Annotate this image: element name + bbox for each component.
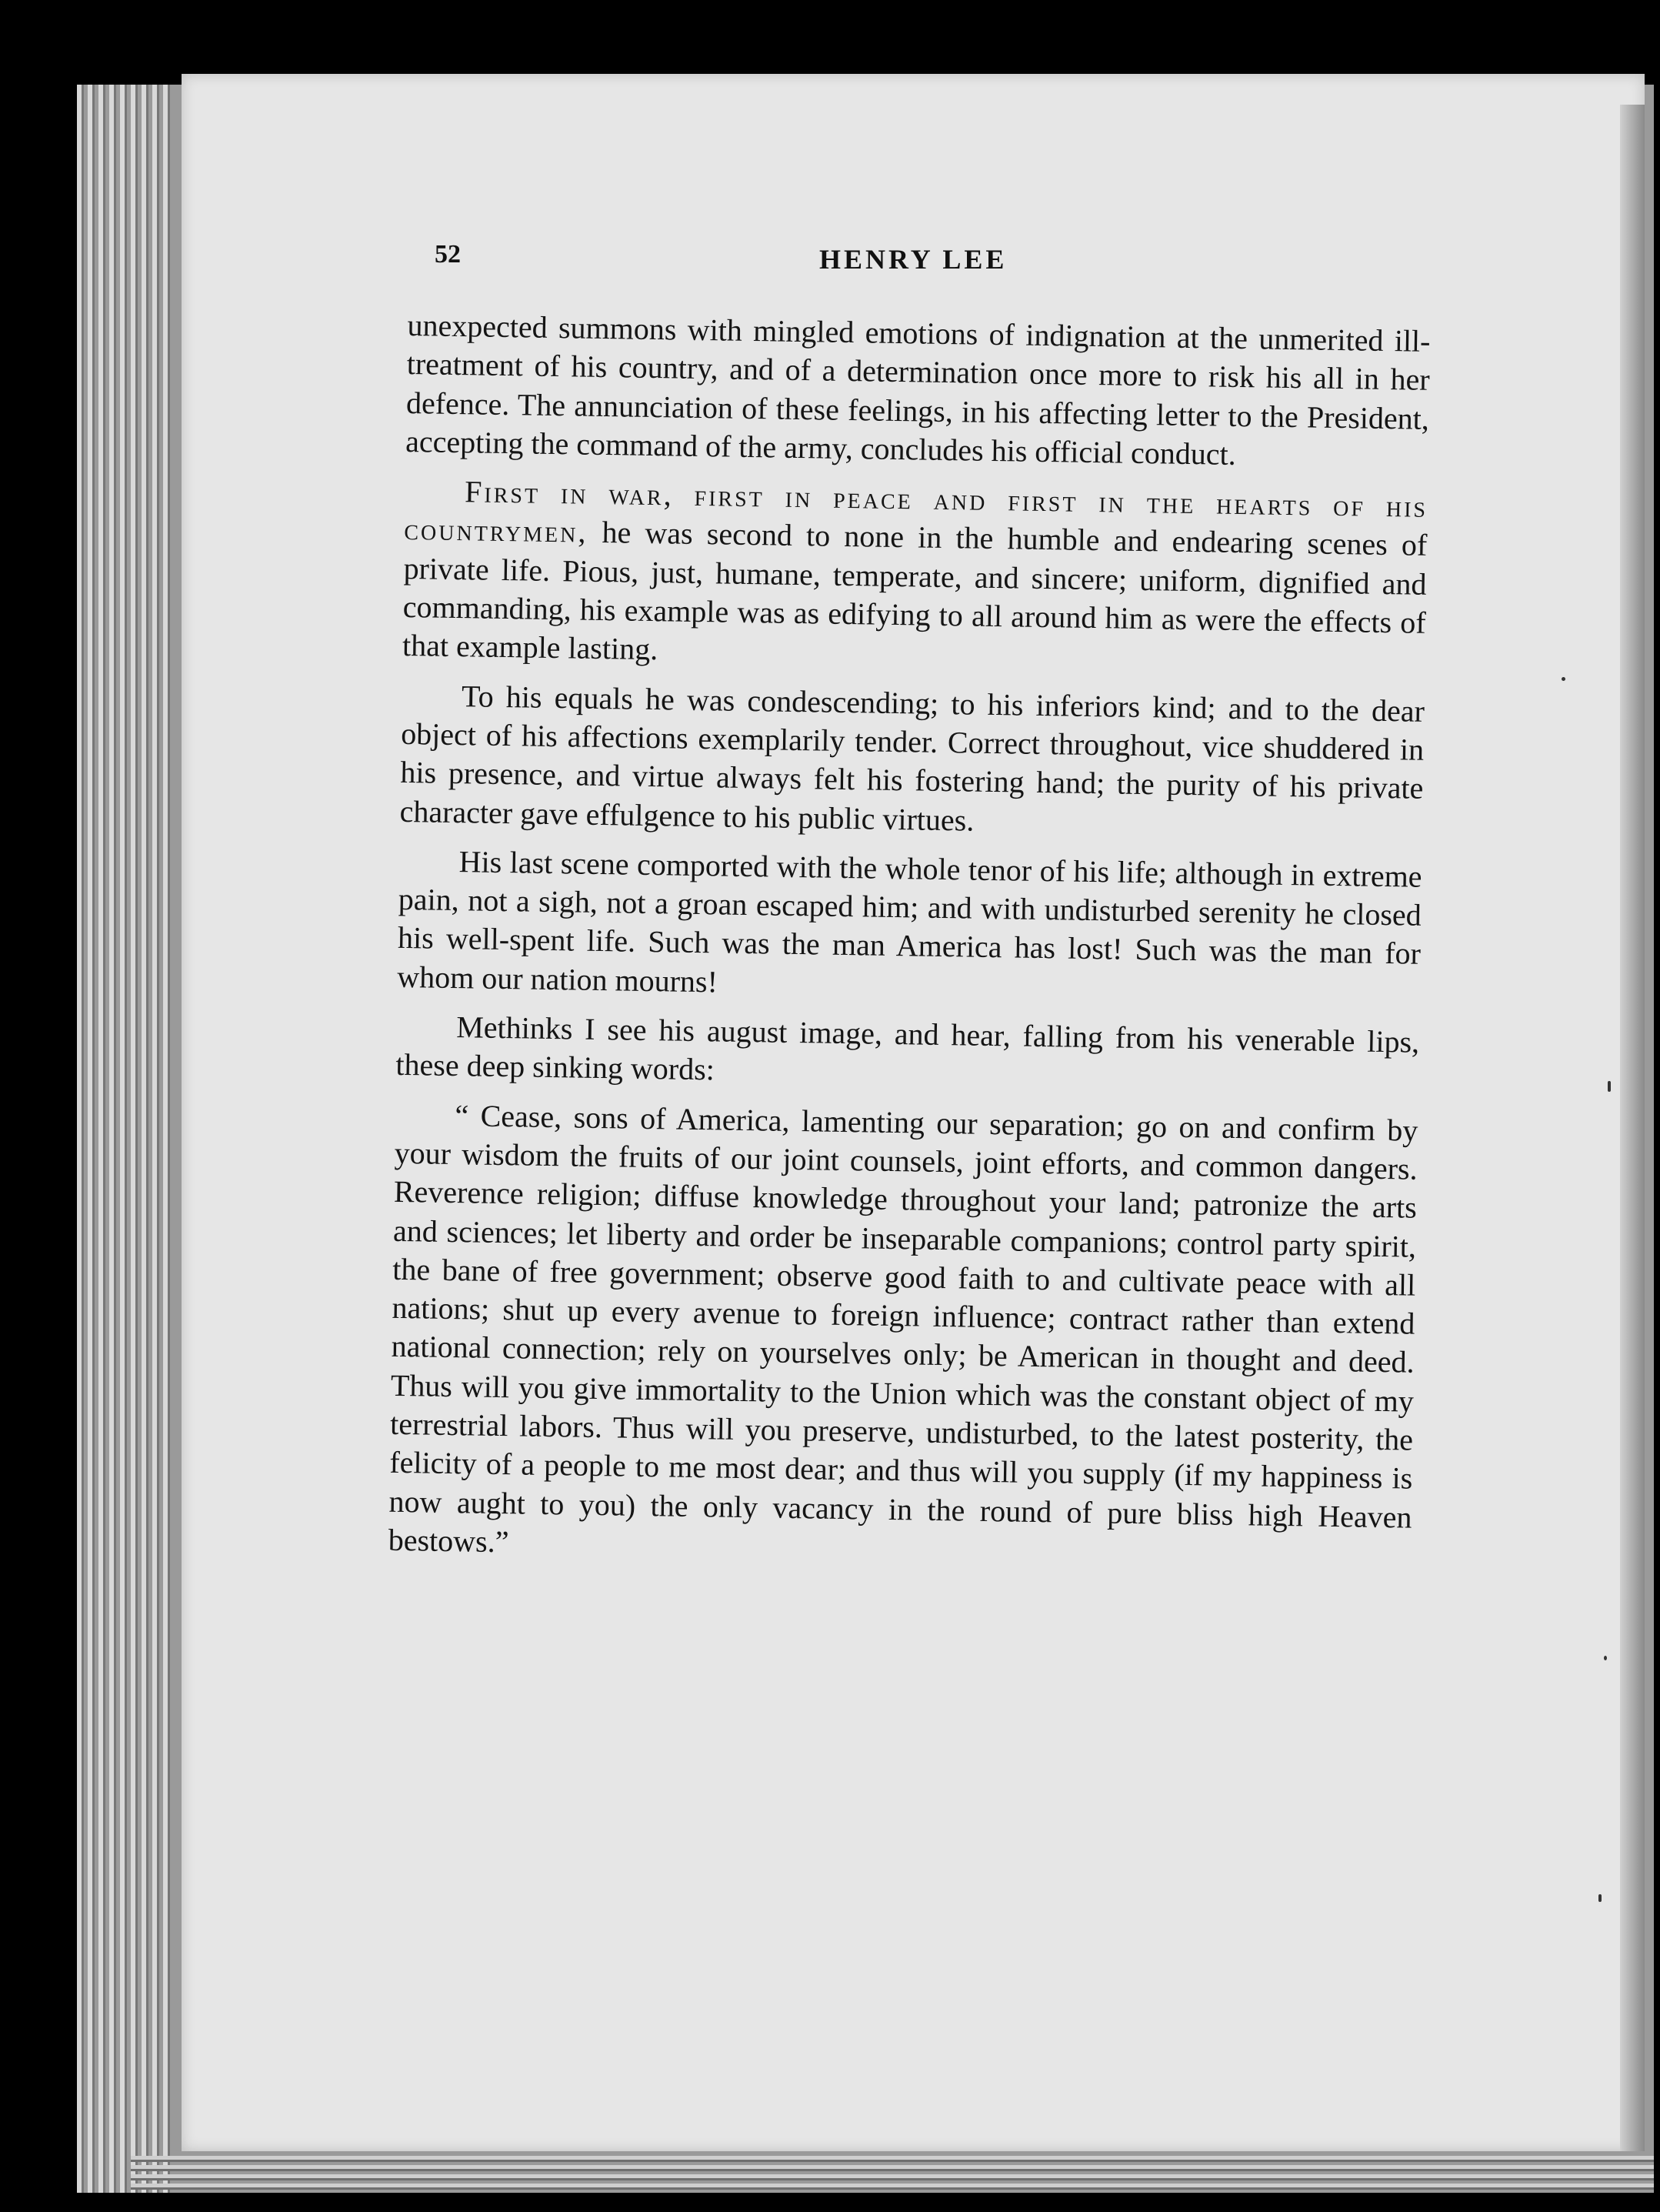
- page-edge: [109, 85, 116, 2193]
- paragraph: [402, 472, 1428, 681]
- scan-speck: [1608, 1081, 1611, 1092]
- page-edge-bottom: [131, 2156, 1654, 2162]
- quotation-paragraph: [388, 1096, 1418, 1576]
- page-edge: [88, 85, 95, 2193]
- page-edge: [152, 85, 159, 2193]
- body-text: [388, 306, 1431, 1586]
- page-number: 52: [435, 240, 461, 269]
- paragraph: [397, 842, 1422, 1013]
- scan-speck: [1562, 677, 1565, 681]
- paragraph-text: Methinks I see his august image, and hear, falling from his venerable lips, these deep sinking words:: [395, 1009, 1420, 1087]
- page-edge: [98, 85, 105, 2193]
- scan-speck: [1598, 1894, 1602, 1902]
- scan-speck: [1604, 1656, 1607, 1660]
- page-header: [435, 240, 1481, 286]
- running-head: HENRY LEE: [819, 244, 1008, 275]
- page-edge: [142, 85, 148, 2193]
- page-edge-bottom: [131, 2174, 1654, 2180]
- paragraph: [395, 1007, 1419, 1100]
- paragraph-text: His last scene comported with the whole tenor of his life; although in extreme pain, not a sigh, not a groan escaped him; and with undisturbed serenity he closed his well-spent life. Such was the man America has lost! Such was the man for whom our nation mourns!: [396, 843, 1422, 999]
- paragraph: [399, 676, 1425, 847]
- paragraph-text: To his equals he was condescending; to his inferiors kind; and to the dear object of his affections exemplarily tender. Correct throughout, vice shuddered in his presence, and virtue always felt his fostering hand; the purity of his private character gave effulgence to his public virtues.: [399, 678, 1425, 838]
- page-edge: [77, 85, 84, 2193]
- paragraph-text: unexpected summons with mingled emotions of indignation at the unmerited ill-treatment of his country, and of a determination once more to risk his all in her defence. The annunciation of these feelings, in his affecting letter to the President, accepting the command of the army, concludes his official conduct.: [405, 307, 1431, 472]
- paragraph-text: he was second to none in the humble and endearing scenes of private life. Pious, just, humane, temperate, and sincere; uniform, dignified and commanding, his example was as edifying to all around him as were the effects of that example lasting.: [402, 515, 1428, 667]
- page-edge-bottom: [131, 2165, 1654, 2171]
- paragraph-text: “ Cease, sons of America, lamenting our separation; go on and confirm by your wisdom the fruits of our joint counsels, joint efforts, and common dangers. Reverence religion; diffuse knowledge throughout your land; patronize the arts and sciences; let liberty and order be inseparable companions; control party spirit, the bane of free government; observe good faith to and cultivate peace with all nations; shut up every avenue to foreign influence; contract rather than extend national connection; rely on yourselves only; be American in thought and deed. Thus will you give immortality to the Union which was the constant object of my terrestrial labors. Thus will you preserve, undisturbed, to the latest posterity, the felicity of a people to me most dear; and thus will you supply (if my happiness is now aught to you) the only vacancy in the round of pure bliss high Heaven bestows.”: [388, 1097, 1418, 1560]
- paragraph-lead-small-caps: First in war, first in peace and first in the hearts of his countrymen,: [404, 474, 1428, 550]
- page-edge: [120, 85, 127, 2193]
- page-gutter-shadow: [1620, 105, 1645, 2151]
- page-edge-bottom: [131, 2184, 1654, 2190]
- paragraph: [405, 306, 1431, 477]
- page-edge: [131, 85, 138, 2193]
- page-edge: [163, 85, 170, 2193]
